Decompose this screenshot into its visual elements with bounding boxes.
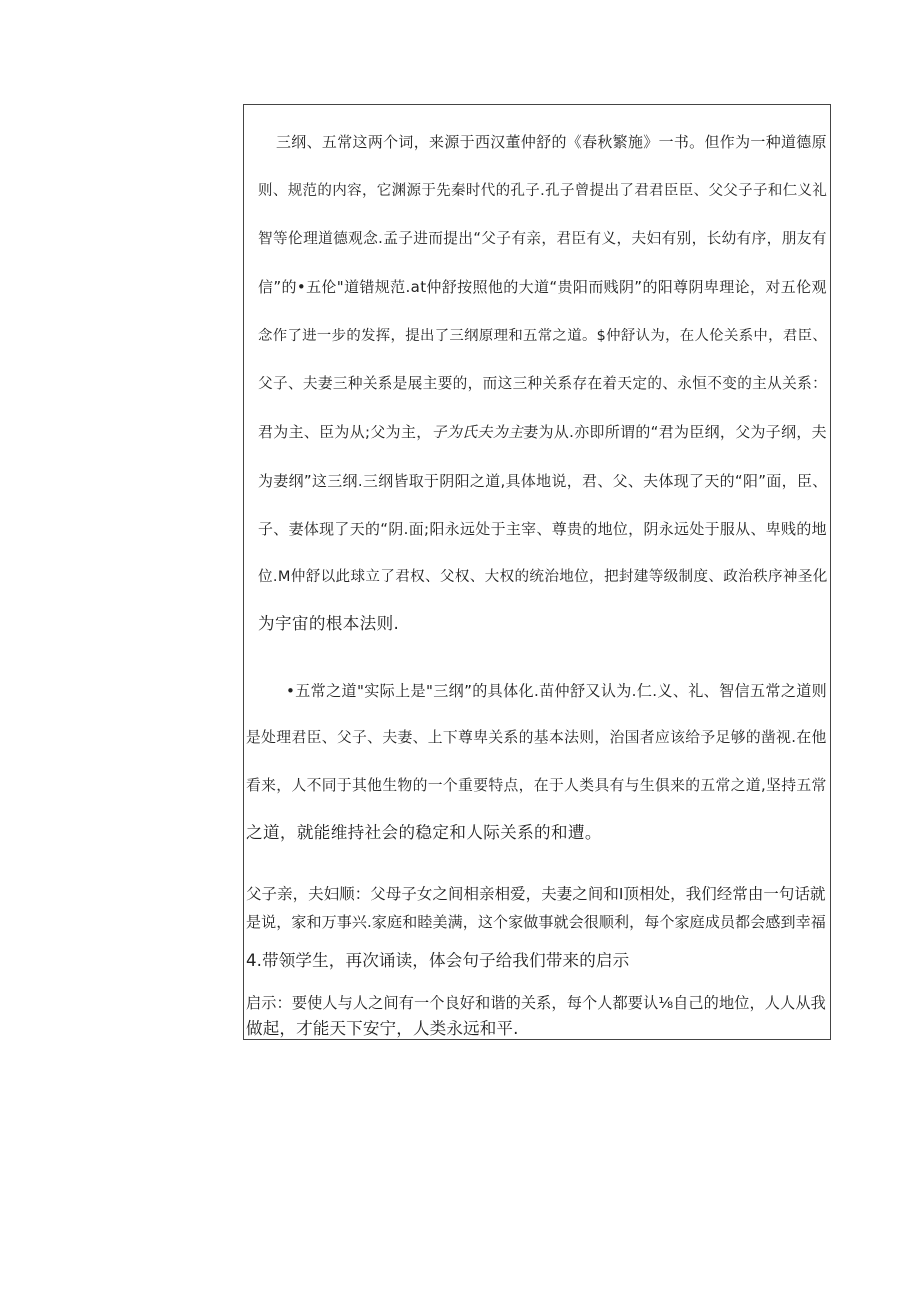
document-content-box	[243, 104, 831, 1040]
paragraph-1-line-2: 则、规范的内容，它渊源于先秦时代的孔子.孔子曾提出了君君臣臣、父父子子和仁义礼	[258, 183, 828, 199]
paragraph-2-line-1: •五常之道"实际上是"三纲”的具体化.苗仲舒又认为.仁.义、礼、智信五常之道则	[286, 682, 828, 700]
paragraph-1-line-11: 为宇宙的根本法则.	[258, 614, 400, 633]
paragraph-2-line-2: 是处理君臣、父子、夫妻、上下尊卑关系的基本法则，治国者应该给予足够的凿视.在他	[246, 729, 827, 746]
paragraph-2-line-4: 之道，就能维持社会的稳定和人际关系的和遭。	[246, 823, 602, 842]
paragraph-1-line-5: 念作了进一步的发挥，提出了三纲原理和五常之道。$仲舒认为，在人伦关系中，君臣、	[258, 328, 828, 344]
paragraph-3-line-1: 父子亲，夫妇顺：父母子女之间相亲相爱，夫妻之间和I顶相处，我们经常由一句话就	[246, 885, 826, 903]
paragraph-1-line-7-part-2: 妻为从.亦即所谓的“君为臣纲，父为子纲，夫	[523, 423, 827, 441]
paragraph-1-line-6: 父子、夫妻三种关系是展主要的，而这三种关系存在着天定的、永恒不变的主从关系：	[258, 375, 828, 392]
paragraph-1-line-7	[258, 422, 827, 442]
paragraph-1-line-4: 信”的•五伦"道错规范.at仲舒按照他的大道“贵阳而贱阴”的阳尊阴卑理论，对五伦观	[258, 278, 827, 296]
paragraph-1-line-9: 子、妻体现了天的“阴.面;阳永远处于主宰、尊贵的地位，阴永远处于服从、卑贱的地	[258, 520, 827, 538]
paragraph-1-line-7-part-1: 君为主、臣为从;父为主，	[258, 423, 432, 441]
paragraph-3-line-2: 是说，家和万事兴.家庭和睦美满，这个家做事就会很顺利，每个家庭成员都会感到幸福	[246, 913, 826, 931]
paragraph-1-line-8: 为妻纲”这三纲.三纲皆取于阴阳之道,具体地说，君、父、夫体现了天的“阳”面，臣、	[258, 472, 828, 490]
paragraph-1-line-1: 三纲、五常这两个词，来源于西汉董仲舒的《春秋繁施》一书。但作为一种道德原	[276, 133, 827, 151]
paragraph-1-line-3: 智等伦理道德观念.孟子进而提出“父子有亲，君臣有义，夫妇有别，长幼有序，朋友有	[258, 230, 827, 247]
paragraph-2-line-3: 看来，人不同于其他生物的一个重要特点，在于人类具有与生俱来的五常之道,坚持五常	[246, 777, 827, 794]
paragraph-5-line-2: 做起，才能天下安宁，人类永远和平.	[246, 1019, 519, 1038]
paragraph-5-line-1: 启示：要使人与人之间有一个良好和谐的关系，每个人都要认⅛自己的地位，人人从我	[246, 994, 826, 1012]
paragraph-1-line-7-italic: 子为氏夫为主	[431, 423, 524, 441]
paragraph-1-line-10: 位.M仲舒以此球立了君权、父权、大权的统治地位，把封建等级制度、政治秩序神圣化	[258, 568, 828, 585]
step-4-instruction: 4.带领学生，再次诵读，体会句子给我们带来的启示	[246, 951, 630, 970]
